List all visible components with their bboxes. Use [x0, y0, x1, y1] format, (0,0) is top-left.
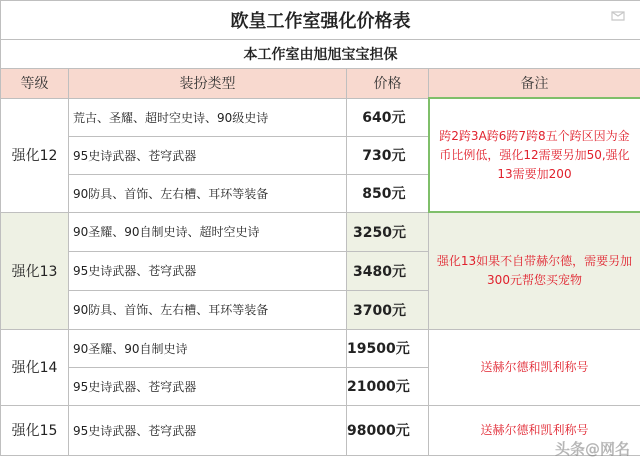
table-subtitle: 本工作室由旭旭宝宝担保	[1, 40, 640, 69]
table-row	[1, 405, 640, 455]
price-cell: 21000元	[347, 367, 429, 405]
header-price: 价格	[347, 69, 429, 99]
price-cell: 640元	[347, 98, 429, 136]
type-cell: 95史诗武器、苍穹武器	[69, 405, 347, 455]
table-row	[1, 98, 640, 136]
level-cell: 强化12	[1, 98, 69, 212]
price-cell: 3250元	[347, 212, 429, 251]
table-row	[1, 212, 640, 251]
note-cell: 送赫尔德和凯利称号	[429, 405, 640, 455]
note-cell: 跨2跨3A跨6跨7跨8五个跨区因为金币比例低，强化12需要另加50,强化13需要加200	[429, 98, 640, 212]
table-title: 欧皇工作室强化价格表	[1, 1, 640, 40]
level-cell: 强化15	[1, 405, 69, 455]
price-cell: 850元	[347, 174, 429, 212]
price-cell: 730元	[347, 136, 429, 174]
watermark: 头条@网名	[554, 440, 630, 458]
type-cell: 95史诗武器、苍穹武器	[69, 367, 347, 405]
type-cell: 90防具、首饰、左右槽、耳环等装备	[69, 174, 347, 212]
type-cell: 荒古、圣耀、超时空史诗、90级史诗	[69, 98, 347, 136]
price-cell: 3700元	[347, 290, 429, 329]
type-cell: 90圣耀、90自制史诗	[69, 329, 347, 367]
table-row	[1, 329, 640, 367]
type-cell: 90圣耀、90自制史诗、超时空史诗	[69, 212, 347, 251]
share-icon	[610, 10, 626, 22]
header-type: 装扮类型	[69, 69, 347, 99]
level-cell: 强化14	[1, 329, 69, 405]
type-cell: 90防具、首饰、左右槽、耳环等装备	[69, 290, 347, 329]
price-cell: 3480元	[347, 251, 429, 290]
note-cell: 送赫尔德和凯利称号	[429, 329, 640, 405]
price-cell: 98000元	[347, 405, 429, 455]
type-cell: 95史诗武器、苍穹武器	[69, 251, 347, 290]
header-level: 等级	[1, 69, 69, 99]
type-cell: 95史诗武器、苍穹武器	[69, 136, 347, 174]
price-cell: 19500元	[347, 329, 429, 367]
level-cell: 强化13	[1, 212, 69, 329]
header-note: 备注	[429, 69, 640, 99]
note-cell: 强化13如果不自带赫尔德，需要另加300元帮您买宠物	[429, 212, 640, 329]
